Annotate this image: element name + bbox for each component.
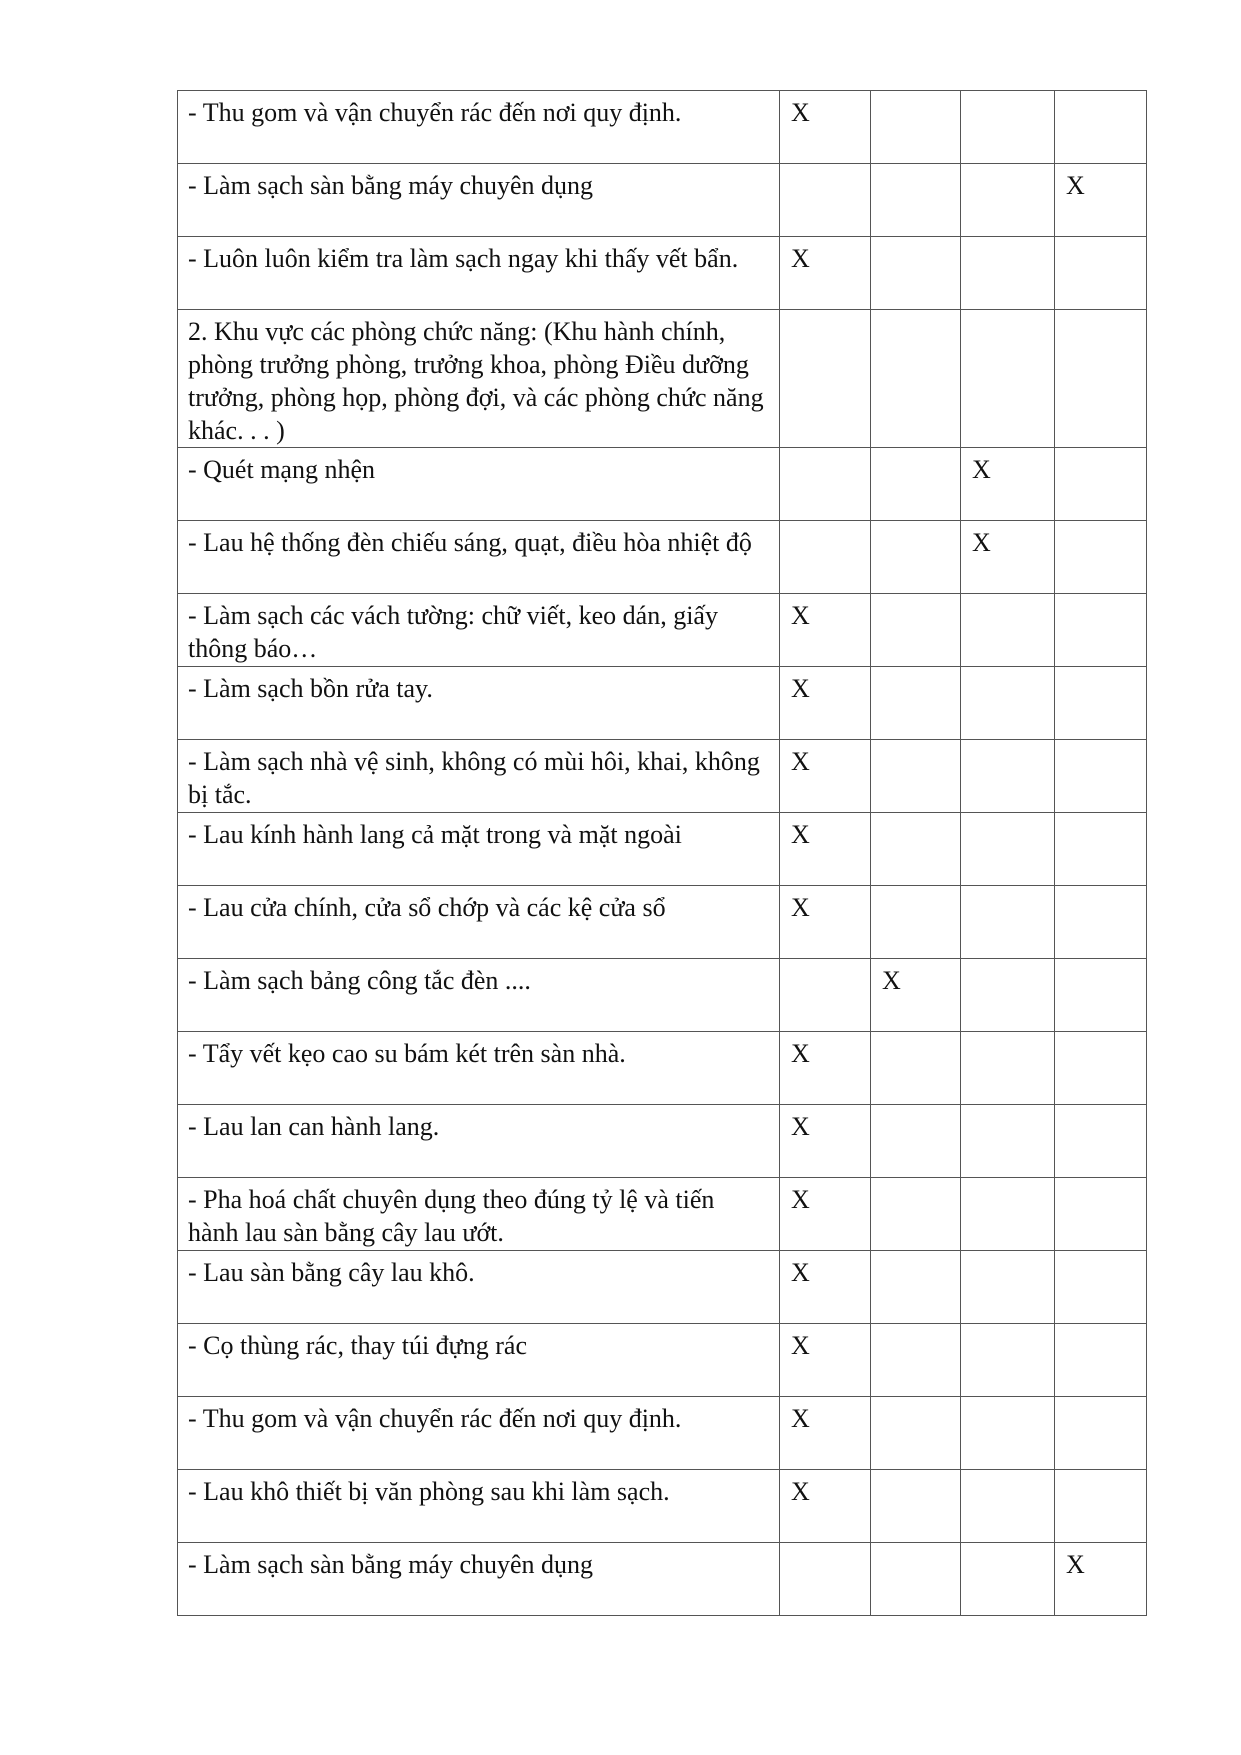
frequency-cell-2 [871,448,961,521]
table-row [178,959,1147,1032]
table-row [178,1178,1147,1251]
frequency-cell-4 [1055,740,1147,813]
frequency-cell-4 [1055,1032,1147,1105]
table-row [178,1251,1147,1324]
frequency-cell-3 [961,667,1055,740]
table-row [178,1470,1147,1543]
frequency-cell-1: X [780,91,871,164]
frequency-cell-1 [780,310,871,448]
task-cell: - Luôn luôn kiểm tra làm sạch ngay khi thấy vết bẩn. [178,237,780,310]
frequency-cell-3 [961,1397,1055,1470]
table-row [178,164,1147,237]
table-body [178,91,1147,1616]
frequency-cell-2 [871,1178,961,1251]
frequency-cell-1 [780,448,871,521]
frequency-cell-3 [961,813,1055,886]
frequency-cell-1: X [780,886,871,959]
task-cell: - Cọ thùng rác, thay túi đựng rác [178,1324,780,1397]
task-cell: - Làm sạch nhà vệ sinh, không có mùi hôi, khai, không bị tắc. [178,740,780,813]
frequency-cell-2 [871,594,961,667]
table-row [178,1032,1147,1105]
frequency-cell-4: X [1055,1543,1147,1616]
frequency-cell-4: X [1055,164,1147,237]
frequency-cell-4 [1055,959,1147,1032]
task-cell: - Lau hệ thống đèn chiếu sáng, quạt, điều hòa nhiệt độ [178,521,780,594]
frequency-cell-2 [871,310,961,448]
frequency-cell-3: X [961,448,1055,521]
frequency-cell-3 [961,310,1055,448]
frequency-cell-2 [871,1324,961,1397]
frequency-cell-4 [1055,1324,1147,1397]
frequency-cell-3 [961,959,1055,1032]
frequency-cell-2 [871,91,961,164]
frequency-cell-4 [1055,1105,1147,1178]
frequency-cell-2 [871,237,961,310]
frequency-cell-4 [1055,886,1147,959]
frequency-cell-3 [961,91,1055,164]
task-cell: - Thu gom và vận chuyển rác đến nơi quy định. [178,91,780,164]
frequency-cell-3 [961,886,1055,959]
table-row [178,237,1147,310]
task-cell: - Làm sạch các vách tường: chữ viết, keo dán, giấy thông báo… [178,594,780,667]
frequency-cell-1 [780,959,871,1032]
frequency-cell-4 [1055,448,1147,521]
frequency-cell-1 [780,1543,871,1616]
frequency-cell-1: X [780,237,871,310]
frequency-cell-1: X [780,740,871,813]
frequency-cell-2 [871,164,961,237]
task-cell: - Làm sạch bảng công tắc đèn .... [178,959,780,1032]
frequency-cell-2 [871,1543,961,1616]
frequency-cell-1: X [780,1251,871,1324]
section-heading-row [178,310,1147,448]
frequency-cell-1: X [780,1032,871,1105]
frequency-cell-3 [961,1032,1055,1105]
frequency-cell-2 [871,667,961,740]
frequency-cell-2 [871,886,961,959]
frequency-cell-3 [961,1178,1055,1251]
frequency-cell-1: X [780,667,871,740]
frequency-cell-2 [871,740,961,813]
table-row [178,1324,1147,1397]
frequency-cell-4 [1055,1178,1147,1251]
task-cell: - Lau lan can hành lang. [178,1105,780,1178]
table-row [178,91,1147,164]
frequency-cell-3 [961,237,1055,310]
frequency-cell-2: X [871,959,961,1032]
frequency-cell-2 [871,1032,961,1105]
table-row [178,886,1147,959]
frequency-cell-1: X [780,1178,871,1251]
frequency-cell-3 [961,1324,1055,1397]
table-row [178,521,1147,594]
frequency-cell-4 [1055,91,1147,164]
frequency-cell-1: X [780,1105,871,1178]
task-cell: - Pha hoá chất chuyên dụng theo đúng tỷ lệ và tiến hành lau sàn bằng cây lau ướt. [178,1178,780,1251]
task-cell: - Làm sạch sàn bằng máy chuyên dụng [178,1543,780,1616]
table-row [178,813,1147,886]
task-cell: - Tẩy vết kẹo cao su bám két trên sàn nhà. [178,1032,780,1105]
frequency-cell-2 [871,1397,961,1470]
frequency-cell-3: X [961,521,1055,594]
frequency-cell-3 [961,164,1055,237]
frequency-cell-4 [1055,521,1147,594]
frequency-cell-1: X [780,1470,871,1543]
frequency-cell-1 [780,164,871,237]
table-row [178,667,1147,740]
frequency-cell-4 [1055,1251,1147,1324]
task-cell: - Làm sạch sàn bằng máy chuyên dụng [178,164,780,237]
task-cell: - Quét mạng nhện [178,448,780,521]
cleaning-schedule-table [177,90,1147,1616]
frequency-cell-1: X [780,594,871,667]
table-row [178,740,1147,813]
table-row [178,1543,1147,1616]
table-row [178,1105,1147,1178]
frequency-cell-2 [871,813,961,886]
table-row [178,448,1147,521]
table-row [178,1397,1147,1470]
frequency-cell-3 [961,1105,1055,1178]
task-cell: - Thu gom và vận chuyển rác đến nơi quy định. [178,1397,780,1470]
frequency-cell-3 [961,1470,1055,1543]
frequency-cell-4 [1055,594,1147,667]
section-heading-cell: 2. Khu vực các phòng chức năng: (Khu hành chính, phòng trưởng phòng, trưởng khoa, phòng Điều dưỡng trưởng, phòng họp, phòng đợi, và các phòng chức năng khác. . . ) [178,310,780,448]
frequency-cell-4 [1055,667,1147,740]
frequency-cell-3 [961,740,1055,813]
task-cell: - Lau khô thiết bị văn phòng sau khi làm sạch. [178,1470,780,1543]
frequency-cell-4 [1055,1397,1147,1470]
task-cell: - Làm sạch bồn rửa tay. [178,667,780,740]
frequency-cell-4 [1055,310,1147,448]
table-row [178,594,1147,667]
frequency-cell-2 [871,521,961,594]
frequency-cell-2 [871,1105,961,1178]
frequency-cell-3 [961,1543,1055,1616]
frequency-cell-1: X [780,1397,871,1470]
frequency-cell-3 [961,1251,1055,1324]
task-cell: - Lau cửa chính, cửa sổ chớp và các kệ cửa sổ [178,886,780,959]
frequency-cell-1: X [780,813,871,886]
frequency-cell-4 [1055,1470,1147,1543]
frequency-cell-2 [871,1251,961,1324]
frequency-cell-3 [961,594,1055,667]
frequency-cell-4 [1055,813,1147,886]
frequency-cell-4 [1055,237,1147,310]
frequency-cell-2 [871,1470,961,1543]
frequency-cell-1: X [780,1324,871,1397]
task-cell: - Lau sàn bằng cây lau khô. [178,1251,780,1324]
task-cell: - Lau kính hành lang cả mặt trong và mặt ngoài [178,813,780,886]
frequency-cell-1 [780,521,871,594]
